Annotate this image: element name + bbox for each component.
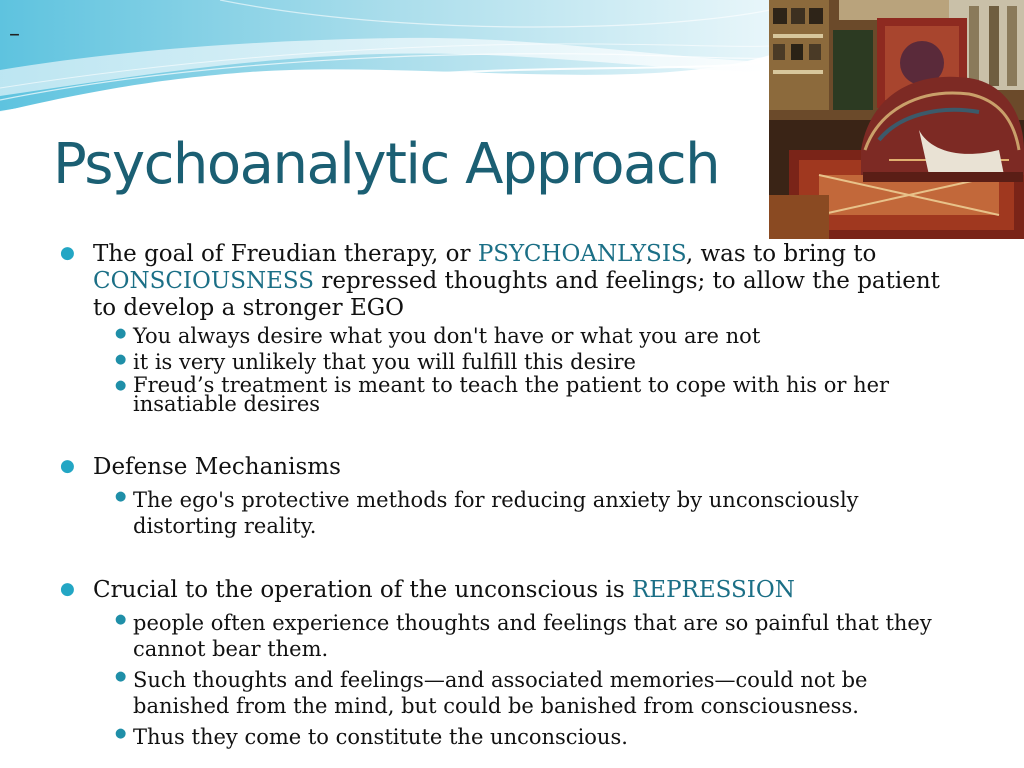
corner-dash-mark: – (9, 22, 20, 47)
circle-bullet-icon: ● (115, 352, 127, 367)
sub-bullet-text: The ego's protective methods for reducing anxiety by unconsciously distorting reality. (133, 488, 859, 538)
sub-bullet-point (93, 667, 960, 719)
circle-bullet-icon: ● (60, 243, 75, 263)
circle-bullet-icon: ● (115, 378, 127, 393)
sub-bullet-point (93, 724, 960, 750)
bullet-text: , was to bring to (685, 241, 877, 267)
freud-couch-photo (769, 0, 1024, 239)
circle-bullet-icon: ● (60, 456, 75, 476)
highlight-term: PSYCHOANLYSIS (477, 241, 686, 267)
sub-bullet-text: Thus they come to constitute the unconscious. (133, 725, 628, 749)
sub-bullet-point (93, 610, 960, 662)
sub-bullet-text: Such thoughts and feelings—and associated memories—could not be banished from the mind, but could be banished from consciousness. (133, 668, 868, 718)
slide-title: Psychoanalytic Approach (53, 132, 720, 197)
sub-bullet-point (93, 487, 960, 539)
sub-bullet-text: it is very unlikely that you will fulfill this desire (133, 350, 636, 374)
circle-bullet-icon: ● (115, 326, 127, 341)
bullet-text: Crucial to the operation of the unconscious is (93, 577, 632, 603)
bullet-text: Defense Mechanisms (93, 454, 341, 480)
bullet-point (60, 241, 960, 414)
bullet-point (60, 454, 960, 539)
circle-bullet-icon: ● (60, 579, 75, 599)
highlight-term: REPRESSION (631, 577, 795, 603)
circle-bullet-icon: ● (115, 489, 127, 504)
slide-body (60, 241, 960, 750)
sub-bullet-point (93, 324, 960, 348)
circle-bullet-icon: ● (115, 726, 127, 741)
bullet-text: The goal of Freudian therapy, or (93, 241, 478, 267)
sub-bullet-text: You always desire what you don't have or what you are not (133, 324, 761, 348)
sub-bullet-point (93, 373, 960, 416)
bullet-text: repressed thoughts and feelings; to allow the patient to develop a stronger EGO (93, 268, 940, 321)
circle-bullet-icon: ● (115, 669, 127, 684)
sub-bullet-point (93, 350, 960, 374)
sub-bullet-text: Freud’s treatment is meant to teach the patient to cope with his or her insatiable desires (133, 373, 890, 416)
circle-bullet-icon: ● (115, 612, 127, 627)
sub-bullet-text: people often experience thoughts and feelings that are so painful that they cannot bear them. (133, 611, 932, 661)
bullet-point (60, 577, 960, 750)
highlight-term: CONSCIOUSNESS (93, 268, 315, 294)
